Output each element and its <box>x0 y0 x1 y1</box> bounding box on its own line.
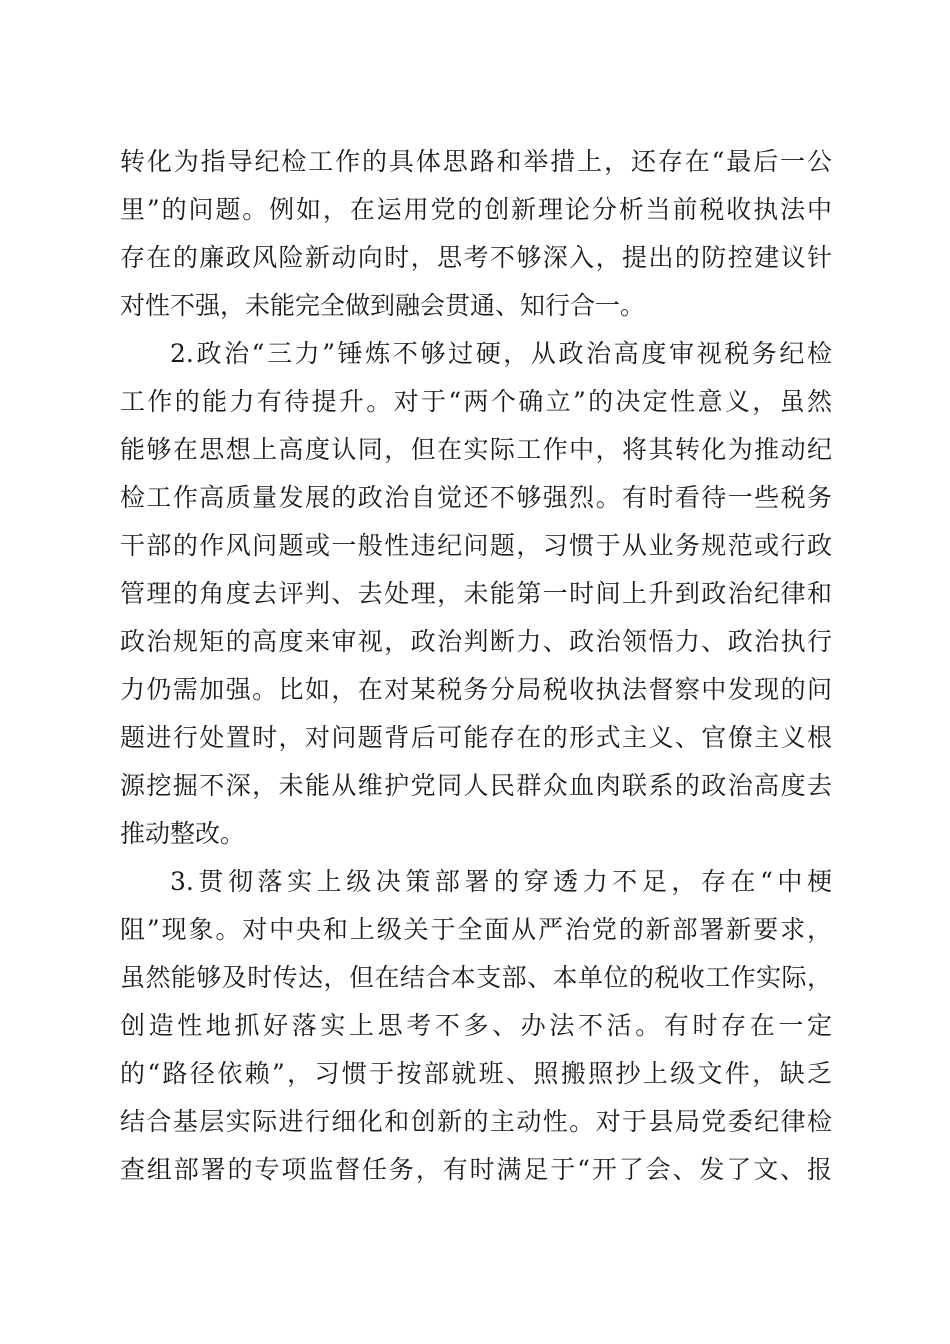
text-line: 题进行处置时，对问题背后可能存在的形式主义、官僚主义根 <box>120 723 832 752</box>
text-line: 转化为指导纪检工作的具体思路和举措上，还存在“最后一公 <box>120 147 832 176</box>
text-line: 虽然能够及时传达，但在结合本支部、本单位的税收工作实际， <box>120 963 832 992</box>
text-line: 查组部署的专项监督任务，有时满足于“开了会、发了文、报 <box>120 1155 832 1184</box>
text-line: 工作的能力有待提升。对于“两个确立”的决定性意义，虽然 <box>120 387 832 416</box>
paragraph-item-3 <box>120 858 832 1194</box>
text-line: 3.贯彻落实上级决策部署的穿透力不足，存在“中梗 <box>170 867 832 896</box>
text-line: 力仍需加强。比如，在对某税务分局税收执法督察中发现的问 <box>120 675 832 704</box>
text-line: 的“路径依赖”，习惯于按部就班、照搬照抄上级文件，缺乏 <box>120 1059 832 1088</box>
text-line: 结合基层实际进行细化和创新的主动性。对于县局党委纪律检 <box>120 1107 832 1136</box>
text-line: 阻”现象。对中央和上级关于全面从严治党的新部署新要求， <box>120 915 832 944</box>
text-line: 政治规矩的高度来审视，政治判断力、政治领悟力、政治执行 <box>120 627 832 656</box>
text-line: 推动整改。 <box>120 819 246 848</box>
document-body <box>120 138 832 1194</box>
paragraph-item-2 <box>120 330 832 858</box>
text-line: 干部的作风问题或一般性违纪问题，习惯于从业务规范或行政 <box>120 531 832 560</box>
paragraph-continuation <box>120 138 832 330</box>
text-line: 2.政治“三力”锤炼不够过硬，从政治高度审视税务纪检 <box>170 339 832 368</box>
text-line: 源挖掘不深，未能从维护党同人民群众血肉联系的政治高度去 <box>120 771 832 800</box>
text-line: 里”的问题。例如，在运用党的创新理论分析当前税收执法中 <box>120 195 832 224</box>
text-line: 管理的角度去评判、去处理，未能第一时间上升到政治纪律和 <box>120 579 832 608</box>
text-line: 对性不强，未能完全做到融会贯通、知行合一。 <box>120 291 646 320</box>
text-line: 存在的廉政风险新动向时，思考不够深入，提出的防控建议针 <box>120 243 832 272</box>
text-line: 创造性地抓好落实上思考不多、办法不活。有时存在一定 <box>120 1011 832 1040</box>
text-line: 能够在思想上高度认同，但在实际工作中，将其转化为推动纪 <box>120 435 832 464</box>
text-line: 检工作高质量发展的政治自觉还不够强烈。有时看待一些税务 <box>120 483 832 512</box>
